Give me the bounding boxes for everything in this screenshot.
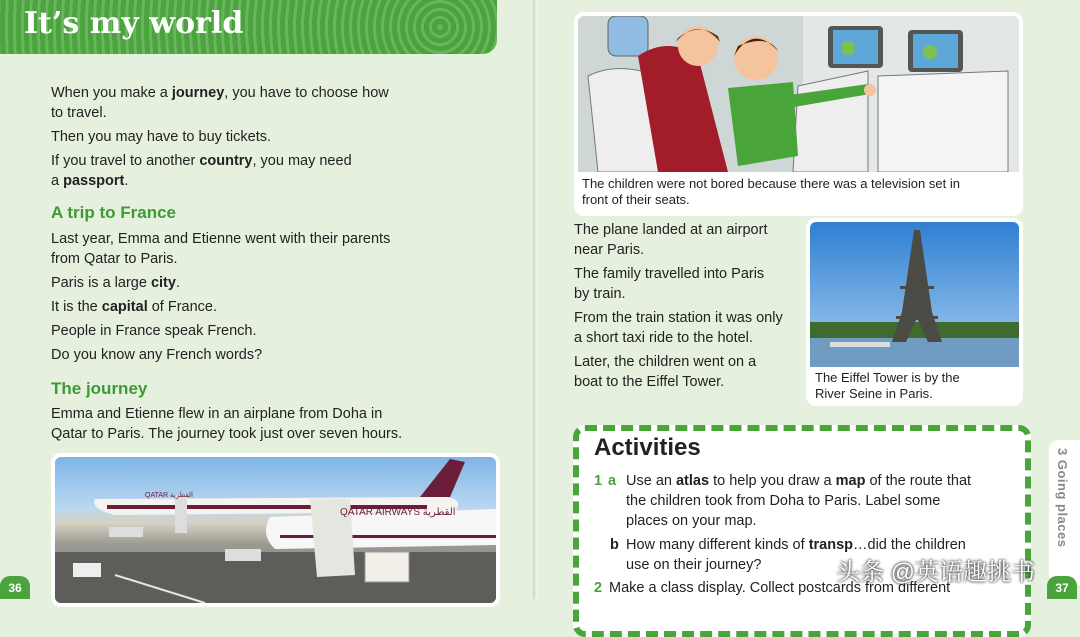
intro-line-3: Then you may have to buy tickets. [51, 129, 272, 145]
trip-line-3: Paris is a large city. [51, 275, 180, 291]
chapter-side-tab-label: 3 Going places [1055, 448, 1070, 548]
section-heading-journey: The journey [51, 379, 148, 398]
right-para-line-4: by train. [574, 286, 626, 302]
trip-line-1: Last year, Emma and Etienne went with their parents [51, 231, 391, 247]
airport-photo [51, 453, 500, 607]
activity-1a-line-3: places on your map. [626, 513, 757, 529]
airline-livery-text-2: QATAR القطرية [145, 492, 193, 499]
activity-1a-letter: a [608, 473, 617, 489]
activity-1a-line-2: the children took from Doha to Paris. Label some [626, 493, 941, 509]
activities-title: Activities [594, 434, 701, 461]
section-heading-trip: A trip to France [51, 203, 176, 222]
right-para-line-6: a short taxi ride to the hotel. [574, 330, 753, 346]
intro-line-4: If you travel to another country, you may need [51, 153, 352, 169]
right-para-line-8: boat to the Eiffel Tower. [574, 374, 725, 390]
right-para-line-3: The family travelled into Paris [574, 266, 765, 282]
activity-1b-line-1: How many different kinds of transp…did the children [626, 537, 966, 553]
right-para-line-5: From the train station it was only [574, 310, 783, 326]
intro-line-2: to travel. [51, 105, 107, 121]
eiffel-tower-drawing [810, 222, 1019, 367]
airline-livery-text: QATAR AIRWAYS القطرية [340, 507, 456, 518]
activity-1b-letter: b [610, 537, 619, 553]
page-number-right: 37 [1047, 576, 1077, 599]
chapter-side-tab [1049, 440, 1080, 585]
trip-line-5: People in France speak French. [51, 323, 257, 339]
plane-cabin-illustration [574, 12, 1023, 216]
eiffel-tower-photo [806, 218, 1023, 406]
right-para-line-2: near Paris. [574, 242, 645, 258]
title-banner [0, 0, 497, 54]
right-para-line-1: The plane landed at an airport [574, 222, 768, 238]
cabin-drawing [578, 16, 1019, 172]
page-title: It’s my world [24, 6, 244, 41]
activity-1b-line-2: use on their journey? [626, 557, 762, 573]
cabin-caption-line-1: The children were not bored because there was a television set in [582, 176, 960, 191]
activity-2-number: 2 [594, 580, 603, 596]
eiffel-caption-line-1: The Eiffel Tower is by the [815, 370, 960, 385]
activity-1-number: 1 [594, 473, 603, 489]
trip-line-6: Do you know any French words? [51, 347, 263, 363]
airplane-illustration [55, 457, 496, 603]
right-para-line-7: Later, the children went on a [574, 354, 757, 370]
intro-line-1: When you make a journey, you have to choose how [51, 85, 389, 101]
intro-line-5: a passport. [51, 173, 129, 189]
page-number-left: 36 [0, 576, 30, 599]
watermark: 头条 @英语趣挑书 [836, 559, 1036, 586]
journey-line-1: Emma and Etienne flew in an airplane from Doha in [51, 406, 383, 422]
cabin-caption-line-2: front of their seats. [582, 192, 690, 207]
activity-2-line-1: Make a class display. Collect postcards from different [609, 580, 951, 596]
trip-line-4: It is the capital of France. [51, 299, 218, 315]
trip-line-2: from Qatar to Paris. [51, 251, 178, 267]
journey-line-2: Qatar to Paris. The journey took just over seven hours. [51, 426, 403, 442]
eiffel-caption-line-2: River Seine in Paris. [815, 386, 933, 401]
activity-1a-line-1: Use an atlas to help you draw a map of the route that [626, 473, 972, 489]
